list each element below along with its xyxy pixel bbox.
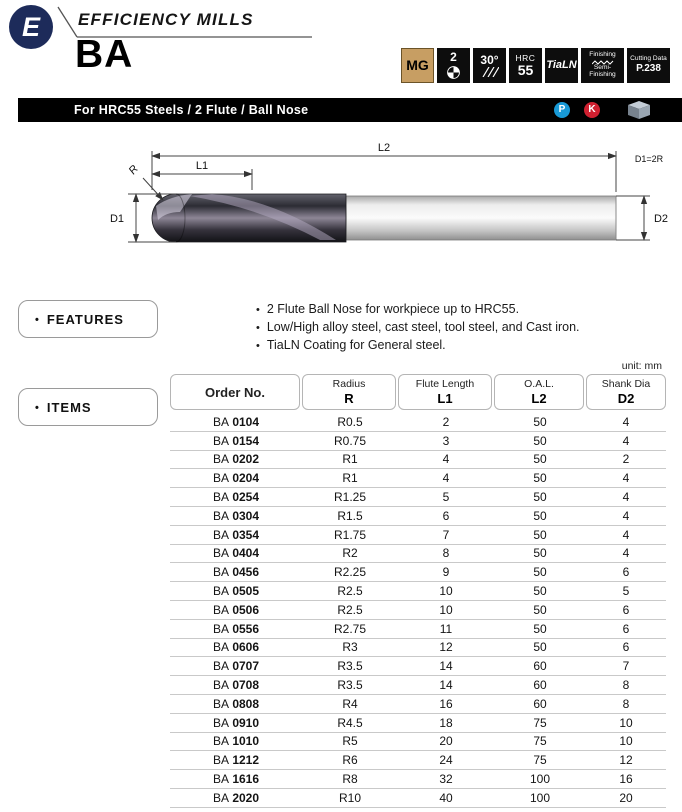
table-row — [170, 789, 666, 808]
cell-order-no: BA 0708 — [212, 678, 260, 693]
cell-shank-dia: 16 — [619, 772, 633, 787]
cell-flute-length: 14 — [439, 659, 453, 674]
cell-shank-dia: 4 — [622, 546, 630, 561]
dim-label-d1: D1 — [109, 213, 125, 225]
cell-order-no: BA 1212 — [212, 753, 260, 768]
cell-radius: R3.5 — [337, 659, 363, 674]
cell-oal: 50 — [533, 433, 547, 448]
cell-order-no: BA 0202 — [212, 452, 260, 467]
features-label-text: • FEATURES — [35, 312, 124, 327]
cell-order-no: BA 0204 — [212, 471, 260, 486]
features-section-label — [18, 300, 158, 338]
cell-flute-length: 6 — [442, 508, 450, 523]
cell-shank-dia: 12 — [619, 753, 633, 768]
table-row — [170, 676, 666, 695]
cell-order-no: BA 0910 — [212, 715, 260, 730]
cell-order-no: BA 0606 — [212, 640, 260, 655]
cell-radius: R2.5 — [337, 584, 363, 599]
col-header-oal: O.A.L. L2 — [494, 374, 584, 410]
cell-oal: 75 — [533, 715, 547, 730]
unit-note: unit: mm — [621, 360, 662, 372]
cell-shank-dia: 4 — [622, 490, 630, 505]
cell-shank-dia: 6 — [622, 621, 630, 636]
cell-oal: 50 — [533, 584, 547, 599]
cell-shank-dia: 4 — [622, 508, 630, 523]
cell-radius: R4.5 — [337, 715, 363, 730]
cell-shank-dia: 8 — [622, 678, 630, 693]
cell-oal: 60 — [533, 659, 547, 674]
cell-order-no: BA 1616 — [212, 772, 260, 787]
table-row — [170, 451, 666, 470]
cell-order-no: BA 0505 — [212, 584, 260, 599]
feature-item: • TiaLN Coating for General steel. — [256, 337, 580, 355]
cell-shank-dia: 6 — [622, 640, 630, 655]
dim-label-r: R — [126, 163, 141, 177]
cell-radius: R3.5 — [337, 678, 363, 693]
semi-finishing-label: Semi-Finishing — [589, 64, 616, 78]
table-row — [170, 695, 666, 714]
table-row — [170, 432, 666, 451]
cell-flute-length: 5 — [442, 490, 450, 505]
cell-shank-dia: 8 — [622, 696, 630, 711]
series-logo-circle — [9, 5, 53, 49]
cell-shank-dia: 4 — [622, 471, 630, 486]
cell-flute-length: 10 — [439, 584, 453, 599]
cell-order-no: BA 2020 — [212, 790, 260, 805]
table-row — [170, 563, 666, 582]
cutting-data-label: Cutting Data — [630, 55, 667, 63]
cell-flute-length: 18 — [439, 715, 453, 730]
table-row — [170, 413, 666, 432]
cell-order-no: BA 1010 — [212, 734, 260, 749]
cell-order-no: BA 0304 — [212, 508, 260, 523]
table-row — [170, 657, 666, 676]
cell-order-no: BA 0104 — [212, 414, 260, 429]
cell-radius: R8 — [342, 772, 358, 787]
table-row — [170, 751, 666, 770]
cell-oal: 75 — [533, 734, 547, 749]
badge-material-group — [401, 48, 434, 83]
table-row — [170, 770, 666, 789]
table-row — [170, 601, 666, 620]
badge-finishing — [581, 48, 624, 83]
workpiece-cube-icon — [626, 100, 652, 120]
col-header-shank-dia: Shank Dia D2 — [586, 374, 666, 410]
application-banner-text: For HRC55 Steels / 2 Flute / Ball Nose — [74, 103, 309, 117]
items-section-label — [18, 388, 158, 426]
cell-radius: R0.75 — [333, 433, 367, 448]
items-table-body — [170, 413, 666, 808]
cell-flute-length: 10 — [439, 602, 453, 617]
features-list — [256, 301, 580, 355]
cell-radius: R6 — [342, 753, 358, 768]
cell-oal: 50 — [533, 527, 547, 542]
cell-order-no: BA 0254 — [212, 490, 260, 505]
cell-radius: R3 — [342, 640, 358, 655]
cell-shank-dia: 4 — [622, 527, 630, 542]
cell-radius: R1.25 — [333, 490, 367, 505]
cell-oal: 50 — [533, 508, 547, 523]
dim-label-l2: L2 — [377, 142, 391, 154]
cell-radius: R1.5 — [337, 508, 363, 523]
cell-flute-length: 12 — [439, 640, 453, 655]
cell-flute-length: 32 — [439, 772, 453, 787]
cell-oal: 50 — [533, 602, 547, 617]
cell-radius: R2.75 — [333, 621, 367, 636]
hardness-label: HRC — [515, 52, 536, 63]
feature-item: • Low/High alloy steel, cast steel, tool steel, and Cast iron. — [256, 319, 580, 337]
cell-oal: 60 — [533, 678, 547, 693]
dim-label-d2: D2 — [653, 213, 669, 225]
flute-cross-section-icon — [446, 65, 461, 80]
col-header-flute-length: Flute Length L1 — [398, 374, 492, 410]
cell-order-no: BA 0354 — [212, 527, 260, 542]
table-row — [170, 469, 666, 488]
cell-radius: R10 — [338, 790, 361, 805]
badge-helix-angle — [473, 48, 506, 83]
cell-radius: R0.5 — [337, 414, 363, 429]
cell-flute-length: 3 — [442, 433, 450, 448]
spec-badges — [401, 48, 670, 83]
cell-shank-dia: 10 — [619, 734, 633, 749]
cell-flute-length: 20 — [439, 734, 453, 749]
cutting-data-page: P.238 — [636, 63, 661, 75]
cell-shank-dia: 6 — [622, 602, 630, 617]
cell-oal: 50 — [533, 414, 547, 429]
table-row — [170, 714, 666, 733]
cell-radius: R2 — [342, 546, 358, 561]
cell-oal: 50 — [533, 471, 547, 486]
flute-count-value: 2 — [450, 50, 457, 65]
table-row — [170, 507, 666, 526]
badge-cutting-data — [627, 48, 670, 83]
table-row — [170, 733, 666, 752]
cell-flute-length: 9 — [442, 565, 450, 580]
finishing-label: Finishing — [589, 51, 616, 59]
cell-flute-length: 4 — [442, 471, 450, 486]
col-header-radius: Radius R — [302, 374, 396, 410]
series-title: EFFICIENCY MILLS — [78, 10, 254, 29]
cell-radius: R1 — [342, 452, 358, 467]
feature-item: • 2 Flute Ball Nose for workpiece up to HRC55. — [256, 301, 580, 319]
table-row — [170, 488, 666, 507]
application-banner — [18, 98, 682, 122]
cell-flute-length: 40 — [439, 790, 453, 805]
table-row — [170, 639, 666, 658]
cell-flute-length: 24 — [439, 753, 453, 768]
cell-order-no: BA 0506 — [212, 602, 260, 617]
items-label-text: • ITEMS — [35, 400, 92, 415]
cell-oal: 60 — [533, 696, 547, 711]
table-row — [170, 582, 666, 601]
table-row — [170, 545, 666, 564]
cell-oal: 75 — [533, 753, 547, 768]
iso-k-material-icon: K — [584, 102, 600, 118]
cell-order-no: BA 0154 — [212, 433, 260, 448]
cell-order-no: BA 0808 — [212, 696, 260, 711]
cell-shank-dia: 4 — [622, 433, 630, 448]
col-header-order-no: Order No. — [170, 374, 300, 410]
cell-oal: 50 — [533, 565, 547, 580]
coating-label: TiaLN — [546, 58, 577, 71]
cell-flute-length: 14 — [439, 678, 453, 693]
cell-shank-dia: 10 — [619, 715, 633, 730]
cell-flute-length: 16 — [439, 696, 453, 711]
cell-radius: R4 — [342, 696, 358, 711]
cell-radius: R2.5 — [337, 602, 363, 617]
cell-order-no: BA 0456 — [212, 565, 260, 580]
cell-shank-dia: 20 — [619, 790, 633, 805]
items-table-header — [170, 374, 666, 410]
cell-order-no: BA 0707 — [212, 659, 260, 674]
table-row — [170, 526, 666, 545]
cell-oal: 100 — [529, 790, 551, 805]
cell-oal: 50 — [533, 490, 547, 505]
badge-coating — [545, 48, 578, 83]
cell-oal: 100 — [529, 772, 551, 787]
cell-shank-dia: 4 — [622, 414, 630, 429]
series-logo-letter: E — [21, 11, 40, 42]
cell-flute-length: 8 — [442, 546, 450, 561]
cell-flute-length: 11 — [439, 621, 453, 636]
badge-mg-label: MG — [406, 57, 429, 74]
dim-label-l1: L1 — [195, 160, 209, 172]
tool-shank — [346, 196, 616, 240]
cell-oal: 50 — [533, 452, 547, 467]
hardness-value: 55 — [517, 61, 534, 78]
cell-oal: 50 — [533, 621, 547, 636]
cell-radius: R1.75 — [333, 527, 367, 542]
cell-radius: R5 — [342, 734, 358, 749]
badge-flute-count — [437, 48, 470, 83]
cell-order-no: BA 0556 — [212, 621, 260, 636]
cell-shank-dia: 5 — [622, 584, 630, 599]
iso-p-material-icon: P — [554, 102, 570, 118]
cell-flute-length: 7 — [442, 527, 450, 542]
cell-radius: R1 — [342, 471, 358, 486]
table-row — [170, 620, 666, 639]
dim-label-relation: D1=2R — [634, 154, 664, 164]
tool-dimension-diagram — [0, 132, 682, 284]
cell-oal: 50 — [533, 640, 547, 655]
cell-shank-dia: 7 — [622, 659, 630, 674]
badge-hardness — [509, 48, 542, 83]
items-table — [170, 374, 666, 808]
cell-flute-length: 4 — [442, 452, 450, 467]
product-code-title: BA — [75, 33, 134, 76]
helix-angle-icon — [481, 67, 499, 77]
cell-flute-length: 2 — [442, 414, 450, 429]
cell-oal: 50 — [533, 546, 547, 561]
cell-radius: R2.25 — [333, 565, 367, 580]
cell-order-no: BA 0404 — [212, 546, 260, 561]
cell-shank-dia: 6 — [622, 565, 630, 580]
cell-shank-dia: 2 — [622, 452, 630, 467]
helix-angle-value: 30° — [480, 52, 499, 67]
